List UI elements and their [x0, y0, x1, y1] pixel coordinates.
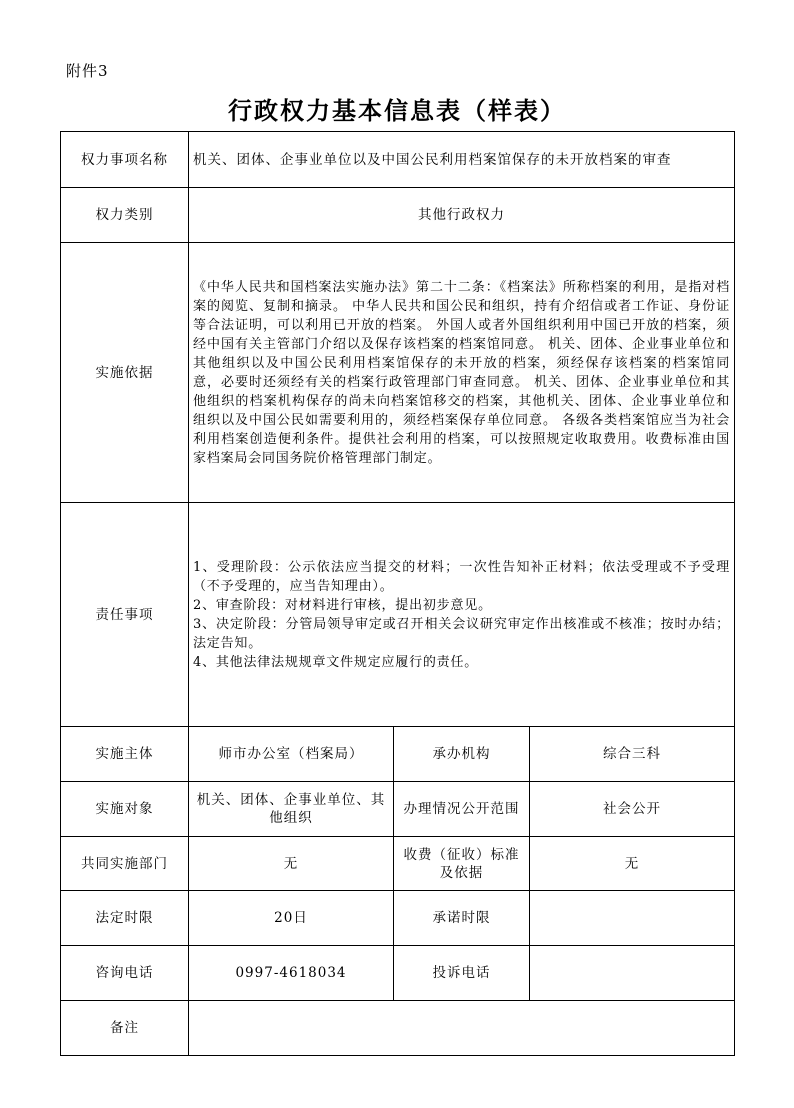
row-target	[61, 782, 735, 837]
implementing-body-label: 实施主体	[61, 727, 189, 782]
legal-time-limit-value: 20日	[189, 891, 394, 946]
row-remarks	[61, 1001, 735, 1056]
responsibility-item: 2、审查阶段：对材料进行审核，提出初步意见。	[193, 597, 492, 613]
info-table	[60, 131, 735, 1056]
target-label: 实施对象	[61, 782, 189, 837]
row-phones	[61, 946, 735, 1001]
responsibilities-label: 责任事项	[61, 503, 189, 727]
attachment-label: 附件3	[66, 62, 109, 80]
row-legal-basis	[61, 243, 735, 503]
complaint-phone-label: 投诉电话	[394, 946, 530, 1001]
remarks-label: 备注	[61, 1001, 189, 1056]
page-title: 行政权力基本信息表（样表）	[228, 96, 566, 125]
consult-phone-value: 0997-4618034	[189, 946, 394, 1001]
row-joint-departments	[61, 837, 735, 891]
row-power-category	[61, 188, 735, 243]
power-name-label: 权力事项名称	[61, 132, 189, 188]
target-value: 机关、团体、企事业单位、其他组织	[189, 782, 394, 837]
consult-phone-label: 咨询电话	[61, 946, 189, 1001]
disclosure-scope-label: 办理情况公开范围	[394, 782, 530, 837]
legal-time-limit-label: 法定时限	[61, 891, 189, 946]
legal-basis-value: 《中华人民共和国档案法实施办法》第二十二条：《档案法》所称档案的利用，是指对档案的阅览、复制和摘录。 中华人民共和国公民和组织，持有介绍信或者工作证、身份证等合法证明，可以利用已开放的档案。 外国人或者外国组织利用中国已开放的档案，须经中国有关主管部门介绍以及保存该档案的档案馆同意。 机关、团体、企业事业单位和其他组织以及中国公民利用档案馆保存的未开放的档案，须经保存该档案的档案馆同意，必要时还须经有关的档案行政管理部门审查同意。 机关、团体、企业事业单位和其他组织的档案机构保存的尚未向档案馆移交的档案，其他机关、团体、企业事业单位和组织以及中国公民如需要利用的，须经档案保存单位同意。 各级各类档案馆应当为社会利用档案创造便利条件。提供社会利用的档案，可以按照规定收取费用。收费标准由国家档案局会同国务院价格管理部门制定。	[189, 243, 735, 503]
handling-agency-label: 承办机构	[394, 727, 530, 782]
promised-time-limit-label: 承诺时限	[394, 891, 530, 946]
row-responsibilities	[61, 503, 735, 727]
remarks-value	[189, 1001, 735, 1056]
joint-departments-value: 无	[189, 837, 394, 891]
handling-agency-value: 综合三科	[530, 727, 735, 782]
power-category-value: 其他行政权力	[189, 188, 735, 243]
fee-basis-label: 收费（征收）标准及依据	[394, 837, 530, 891]
fee-basis-value: 无	[530, 837, 735, 891]
implementing-body-value: 师市办公室（档案局）	[189, 727, 394, 782]
power-category-label: 权力类别	[61, 188, 189, 243]
responsibility-item: 3、决定阶段：分管局领导审定或召开相关会议研究审定作出核准或不核准；按时办结；法定告知。	[193, 616, 730, 651]
row-time-limit	[61, 891, 735, 946]
complaint-phone-value	[530, 946, 735, 1001]
promised-time-limit-value	[530, 891, 735, 946]
row-power-name	[61, 132, 735, 188]
row-implementing-body	[61, 727, 735, 782]
legal-basis-label: 实施依据	[61, 243, 189, 503]
responsibilities-value	[189, 503, 735, 727]
responsibility-item: 1、受理阶段：公示依法应当提交的材料；一次性告知补正材料；依法受理或不予受理（不予受理的，应当告知理由）。	[193, 559, 730, 594]
disclosure-scope-value: 社会公开	[530, 782, 735, 837]
power-name-value: 机关、团体、企事业单位以及中国公民利用档案馆保存的未开放档案的审查	[189, 132, 735, 188]
joint-departments-label: 共同实施部门	[61, 837, 189, 891]
responsibility-item: 4、其他法律法规规章文件规定应履行的责任。	[193, 654, 479, 670]
